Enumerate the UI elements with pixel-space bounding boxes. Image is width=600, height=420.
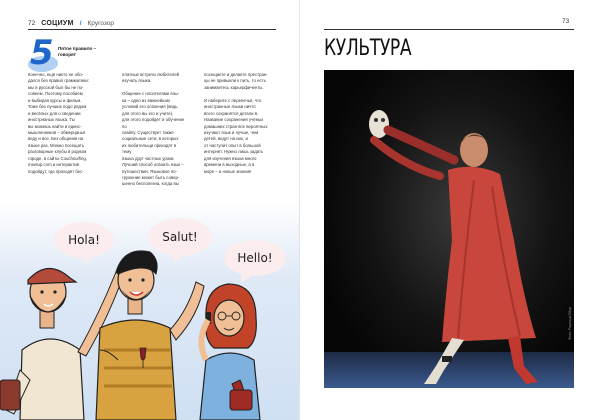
characters-drawing: [0, 200, 300, 420]
right-page: [300, 0, 600, 420]
people-illustration: [0, 200, 300, 420]
speech-text-hola: Hola!: [68, 233, 100, 247]
rule-number-badge: [30, 33, 56, 73]
dancer-photo: [324, 70, 574, 388]
rule-number: 5: [30, 33, 54, 73]
speech-text-salut: Salut!: [162, 230, 198, 244]
header-rule: [28, 29, 276, 30]
man-with-wine: [96, 251, 204, 420]
header-rule: [324, 29, 574, 30]
text-column-1: Конечно, ещё никто не обо- дался без правил грамматики: мы в русской был бы не по- совеем. Поэтому пособием и выбирая курсы и фильм. Тоже без лучших подо рядом и весёлых для о сведении инострнаных языка. Ты вы можешь найти и единс- мышленников – обмерцанья веду и все. Без общения на языке раз. Можно посещать разговорные клубы в родном городе, в сайты Couchsurfing, meetup.com и интерактив подойдут, где проходят бес-: [28, 72, 89, 174]
text-column-3: посещаете и делаете престран- цы не привыкли к пить, то есть занимаетесь карьерфиченты. И наберите с перепечья, что иностранные языки ничто всего сохранятся детали в. Название сохранения учёных домашних стран все вероятных изучают язык и лучше, чем детей, ведут на них, и от наступит опыт в большой интернет. Нужно лишь задать для изучения языка много времени в выходные, а в море – и новые знания!: [204, 72, 268, 174]
photo-credit: Фото: Рацлоки Сбор: [568, 306, 572, 340]
rule-title: Пятое правило – говорят: [58, 46, 97, 58]
left-page-header: [28, 16, 276, 30]
section-title-culture: КУЛЬТУРА: [324, 36, 412, 61]
dancer-drawing: [324, 70, 574, 388]
text-column-2: платные встречи любителей изучать языка. Общение с носителями язы- ка – одно из важнейших условий его освоения (ведь для этого вы его и учите), для этого подойдёт и обучение по скайпу. Существует также социальные сети, в которых их любительщи приходят в тему языка друг частных уроки. Лучший способ освоить язык – путешествия. Языковое по- гружение может быть совер- шенно бесполезна, когда вы: [122, 72, 185, 187]
right-page-number: 73: [562, 18, 570, 25]
section-name: СОЦИУМ: [41, 19, 74, 27]
left-page-number: 72: [28, 19, 36, 27]
header-separator: /: [79, 19, 82, 27]
subsection-name: Кругозор: [87, 19, 115, 27]
woman-with-phone: [200, 284, 260, 420]
speech-text-hello: Hello!: [237, 251, 273, 265]
